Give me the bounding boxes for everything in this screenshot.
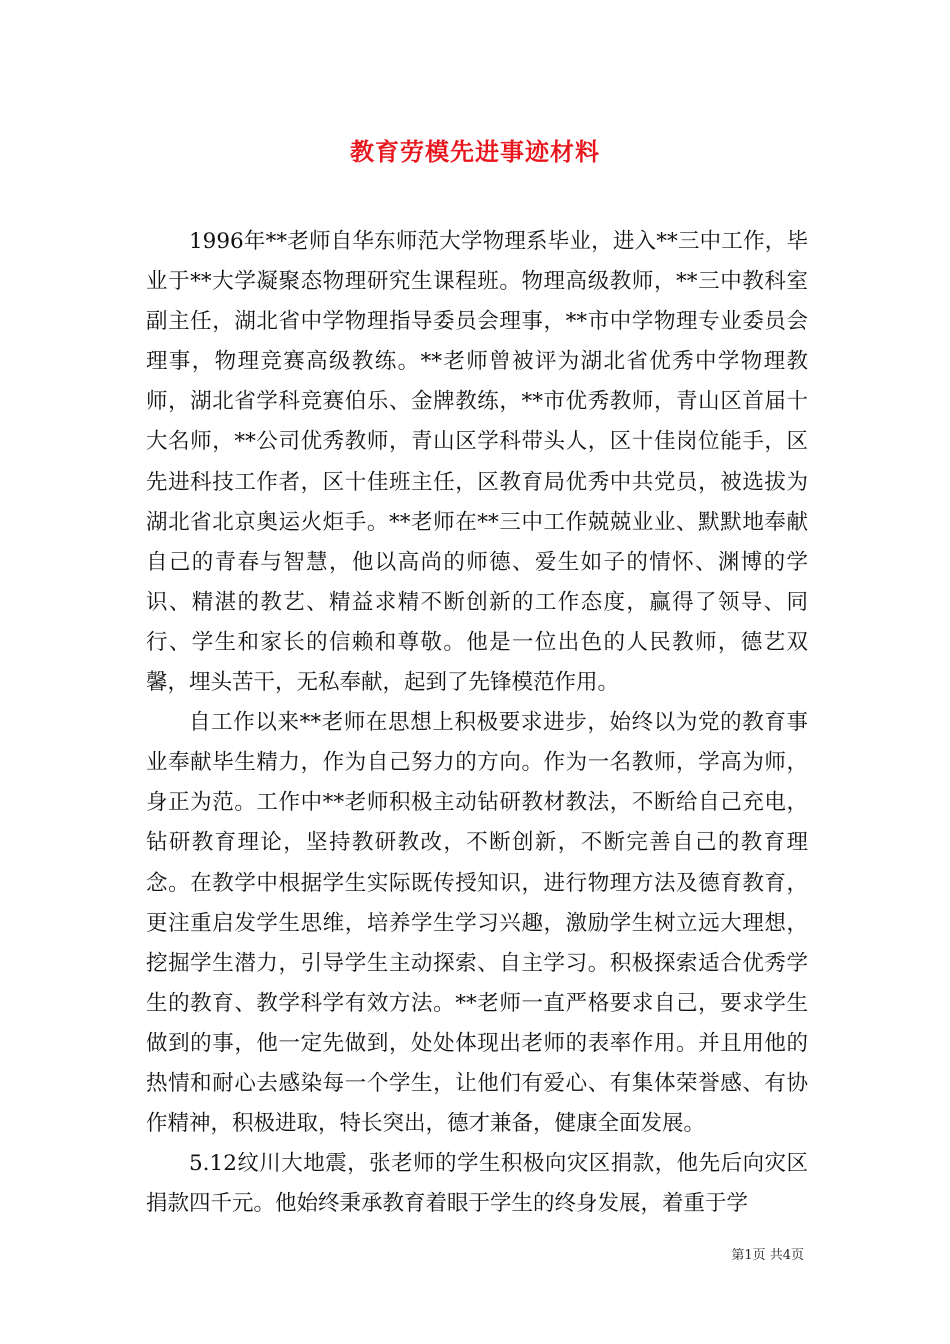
paragraph-3: 5.12纹川大地震，张老师的学生积极向灾区捐款，他先后向灾区捐款四千元。他始终秉承教育着眼于学生的终身发展，着重于学 [146,1151,808,1217]
paragraph-1: 1996年**老师自华东师范大学物理系毕业，进入**三中工作，毕业于**大学凝聚态物理研究生课程班。物理高级教师，**三中教科室副主任，湖北省中学物理指导委员会理事，**市中学物理专业委员会理事，物理竞赛高级教练。**老师曾被评为湖北省优秀中学物理教师，湖北省学科竞赛伯乐、金牌教练，**市优秀教师，青山区首届十大名师，**公司优秀教师，青山区学科带头人，区十佳岗位能手，区先进科技工作者，区十佳班主任，区教育局优秀中共党员，被选拔为湖北省北京奥运火炬手。**老师在**三中工作兢兢业业、默默地奉献自己的青春与智慧，他以高尚的师德、爱生如子的情怀、渊博的学识、精湛的教艺、精益求精不断创新的工作态度，赢得了领导、同行、学生和家长的信赖和尊敬。他是一位出色的人民教师，德艺双馨，埋头苦干，无私奉献，起到了先锋模范作用。 [146,229,808,696]
document-body [146,222,808,1224]
page-title: 教育劳模先进事迹材料 [350,137,600,166]
paragraph-2: 自工作以来**老师在思想上积极要求进步，始终以为党的教育事业奉献毕生精力，作为自己努力的方向。作为一名教师，学高为师，身正为范。工作中**老师积极主动钻研教材教法，不断给自己充电，钻研教育理论，坚持教研教改，不断创新，不断完善自己的教育理念。在教学中根据学生实际既传授知识，进行物理方法及德育教育，更注重启发学生思维，培养学生学习兴趣，激励学生树立远大理想，挖掘学生潜力，引导学生主动探索、自主学习。积极探索适合优秀学生的教育、教学科学有效方法。**老师一直严格要求自己，要求学生做到的事，他一定先做到，处处体现出老师的表率作用。并且用他的热情和耐心去感染每一个学生，让他们有爱心、有集体荣誉感、有协作精神，积极进取，特长突出，德才兼备，健康全面发展。 [146,710,808,1137]
page-number: 第1页 共4页 [731,1248,804,1263]
